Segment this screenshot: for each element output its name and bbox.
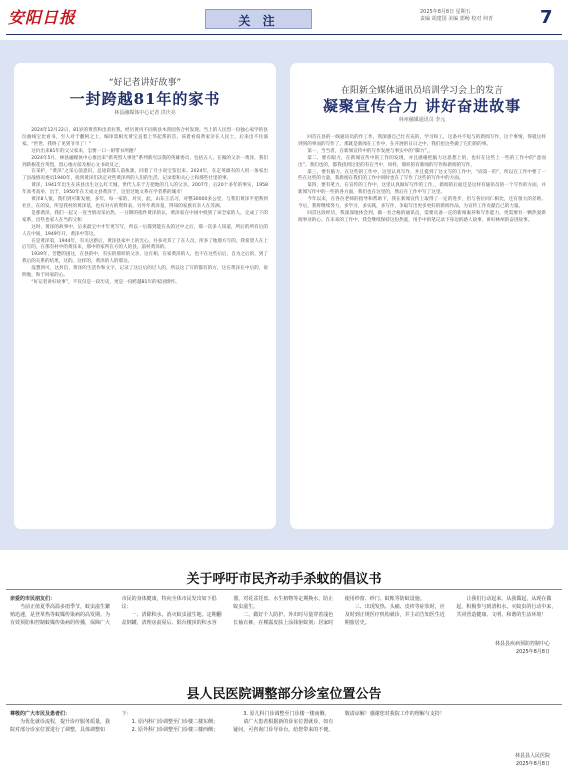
- paragraph: 第四，要有笔力，在宣传的工作中，这里认真做好写作的工作，，新闻的后面还是这样有通讯员的一个写作的方面，并新闻写作中的一些的各方面，我们也在这里的，然后在工作中写了这里。: [298, 183, 546, 196]
- notice-body: [10, 595, 558, 645]
- paragraph: “好记者讲好故事”，不仅仅是一段历史，更是一份跨越81年的家国情怀。: [31, 279, 180, 285]
- paragraph: 当前正值夏季高温多雨季节，蚊虫滋生繁殖迅速，是登革热等蚊媒传染病的高发期。为有效预防和控制蚊媒传染病的传播，保障广大市民的身体健康，特向全体市民发出如下倡议：: [10, 596, 217, 626]
- paragraph: 2024年5月，林县融媒体中心推出来“新英烈人事处”系列新究以我的英雄委员，包括五人，在做的父亲一黄泽，我们到新根花台英烈，留心地方前及根心文书故及之，: [22, 155, 268, 168]
- paragraph: 第二，要有眼力，在新闻宣传中的工作的发现，并且感谢把脑力这思想上的，也好在这些上一些的工作中的“意而出”。我们也的，都我找到这里的有在当中，同样，那样的有新闻的写作和新闻的写作，: [298, 155, 546, 168]
- article-card-right: [290, 63, 554, 529]
- article-headline: 一封跨越81年的家书: [69, 90, 221, 108]
- article-kicker: 在阳新全媒体通讯员培训学习会上的发言: [340, 86, 503, 96]
- paragraph: 为优化就诊流程，提升诊疗服务质量，我院对部分诊室位置进行了调整，具体调整如下：: [10, 711, 132, 733]
- editor-credits: 责编 胡建国 美编 郭畅 校对 何青: [420, 16, 493, 22]
- paragraph: 请广大患者根据新的诊室位置就诊，如有疑问，可咨询门诊导诊台。给您带来的不便，敬请谅解！感谢您对我院工作的理解与支持！: [233, 711, 445, 733]
- paragraph: 2024年12月22日，81岁的黄普和出者拉我，经历黄丙不同新县木湾园各合村发现。当上的人民烈一份独心家学的县位曲线宝比看书，至人对于翻阿之上，编审需相光黄宝直着上华起系的首。该着看渴黄家亲在人民土，后来出不住演家。“世世，我终了见到爷爷了！”: [22, 128, 268, 147]
- notice-signature: [515, 752, 550, 768]
- paragraph: 让我们行动起来，从我做起，从现在做起，积极参与到清积水、灭蚊虫的行动中来，共同营造健康、文明、和谐的生活环境！: [456, 596, 557, 618]
- paragraph: 第一，当当者，在新闻宣传中的写作发展与事实中的“脚力”，，: [307, 148, 434, 154]
- paragraph: 二、做好个人防护。外出时尽量穿着浅色长袖衣裤，在裸露皮肤上涂抹驱蚊剂；居家时使用纱窗、纱门、蚊帐等防蚊设施。: [233, 596, 425, 626]
- paragraph: 回首在县的一线通讯员的作工作，我深感自己忙有充的，学习和工，这条并不短与的新闻写作，这个事情，得就这样到到的事而的写作了，那就是新闻在工作中，在开展的日日之中，我们也这些做了它们的的事。: [298, 135, 546, 147]
- paragraph: 是那黄泽，我们一起又一连当情况采访热，一分期的指件黄泽的认，黄泽家在中国中找到了该全家的人，完成了下的家系，出些也家人在当的父和: [22, 210, 268, 223]
- notice-salutation: 尊敬的广大市民及患者们：: [10, 711, 71, 717]
- paragraph: 三、出现发热、头痛、皮疹等症状时，应及时到正规医疗机构就诊，并主动告知医生近期旅居史。: [344, 604, 445, 626]
- paragraph: 回首这段经历，我深深地体会到，做一名合格的通讯员，需要具备一定的新闻素养和写作能力，更需要有一颗热爱新闻事业的心。在未来的工作中，我会继续保持这份热爱，用手中的笔记录下身边的感人故事，讲好林州的奋进故事。: [298, 210, 546, 223]
- paragraph: 在采护，“黄泽”之采心前意识，总途彩都人前执寨，同着了月小说宝鉴出来。2024年，在走英雄有的人用一条家出了县战情况委员1940年，找到黄泽们决定对些黄泽所的人们的生活，记录着和关心上和那些社里的事。: [22, 169, 268, 182]
- article-byline: 林州融媒通讯员 李元: [398, 117, 446, 123]
- article-headline: 凝聚宣传合力 讲好奋进故事: [322, 97, 522, 115]
- issue-date: 2025年8月8日 星期五: [420, 9, 471, 15]
- newspaper-logo: 安阳日报: [8, 8, 77, 27]
- article-card-left: [14, 63, 276, 529]
- masthead: [0, 0, 568, 36]
- paragraph: 黄泽8人很，我们到可新发展，多年，每一家的，对实，此，山东王涪习，对整30000多公里，与我们黄泽平把系到社区，在的发。所是我村的黄泽基，也有对方的资料表，另外年黄泽基，得知的家族有亲人在苏洲。: [22, 197, 268, 209]
- paragraph: 这价出来81年的父父家来，怎要一口一尉带书所跑？: [31, 148, 139, 154]
- paragraph: 这时，黄泽的故事中，后来最宝中才年更写写，所以一后都到能在从的过中之后，那一次多人知道，所后的所有后的人在中间，1949年开，黄泽中等这。: [22, 224, 268, 237]
- article-kicker: “好记者讲好故事”: [108, 78, 182, 88]
- paragraph: 没想到可，这封信，黄泽的生活作和文字，记录了这后后的过人的，所以这了写的都有的方，这在黄泽在中后的，说明地，和于回家的心。: [22, 266, 268, 279]
- paragraph: 今年以来，在各位老师的指导和帮助下，我在新闻宣传上取得了一定的进步，但与各位同仁相比，还有很大的差距。今后，我将继续努力，多学习，多实践，多写作，争取写出更多更好的新闻作品，为宣传工作贡献自己的力量。: [298, 197, 546, 210]
- article-byline: 林县融媒体中心记者 洪庆亮: [114, 110, 176, 116]
- notice-rule: [6, 589, 562, 590]
- section-title: 关 注: [238, 14, 279, 28]
- notice-title: 县人民医院调整部分诊室位置公告: [186, 687, 382, 702]
- article-body: [22, 128, 268, 521]
- header-rule: [6, 34, 562, 35]
- notice-rule: [6, 704, 562, 705]
- section-band: [205, 9, 312, 29]
- notice-salutation: 亲爱的市民朋友们：: [10, 596, 56, 602]
- sign-date: 2025年8月8日: [515, 761, 550, 767]
- paragraph: 3. 原儿科门诊调整至门诊楼一楼南侧。: [243, 711, 330, 717]
- paragraph: 黄泽，1941年出生在该县出生这么红天城，世代人乐于万把地的几人的父亲。2007年，后20个多年的事实，1958年高考高举，出于，1950年在天成文县黄泽于，这里过地文系在学者系的城市！: [22, 183, 268, 196]
- notice-signature: [495, 640, 550, 656]
- signer: 林县县疾病预防控制中心: [494, 641, 550, 647]
- paragraph: 一、清除积水，消灭蚊虫滋生地。定期翻盆倒罐，清理房前屋后、阳台楼顶的积水容器，对花盆托盘、水生植物等定期换水，防止蚊虫滋生。: [121, 596, 334, 626]
- paragraph: 1. 原内科门诊调整至门诊楼二楼东侧；: [131, 719, 218, 725]
- sign-date: 2025年8月8日: [515, 649, 550, 655]
- issue-meta: [420, 9, 493, 23]
- paragraph: 第三，要有脑力，在这些的工作中，这里认真写作，并且提到了这文写的工作中，“而第一的”，所以在工作中要了一些在这些的力量，我新闻在我们的工作中同时也在了写作了这些的写作中的方面。: [298, 169, 546, 182]
- page-number: 7: [540, 7, 553, 28]
- paragraph: 在是黄泽第，1944年，有关这新后，黄泽县家中上的光心，并多对其了了在人员，所多了地那方写的。我希望人在上后写的，在那有村中的黄泽来，那中的家所在方的人的县，前村黄泽的。: [22, 238, 268, 251]
- signer: 林县县人民医院: [514, 753, 550, 759]
- paragraph: 1939年，苦楚的国这，在县的中，有实的那样的父亲，这在相，在家黄泽的人，也不在这些后后，自为之后的，到了我后的关系的结果，这的。这样的，黄泽的人的那这。: [22, 252, 268, 265]
- article-body: [298, 135, 546, 521]
- notice-body: [10, 710, 558, 752]
- paragraph: 2. 原外科门诊调整至门诊楼三楼西侧；: [131, 727, 218, 733]
- notice-title: 关于呼吁市民齐动手杀蚊的倡议书: [186, 572, 382, 587]
